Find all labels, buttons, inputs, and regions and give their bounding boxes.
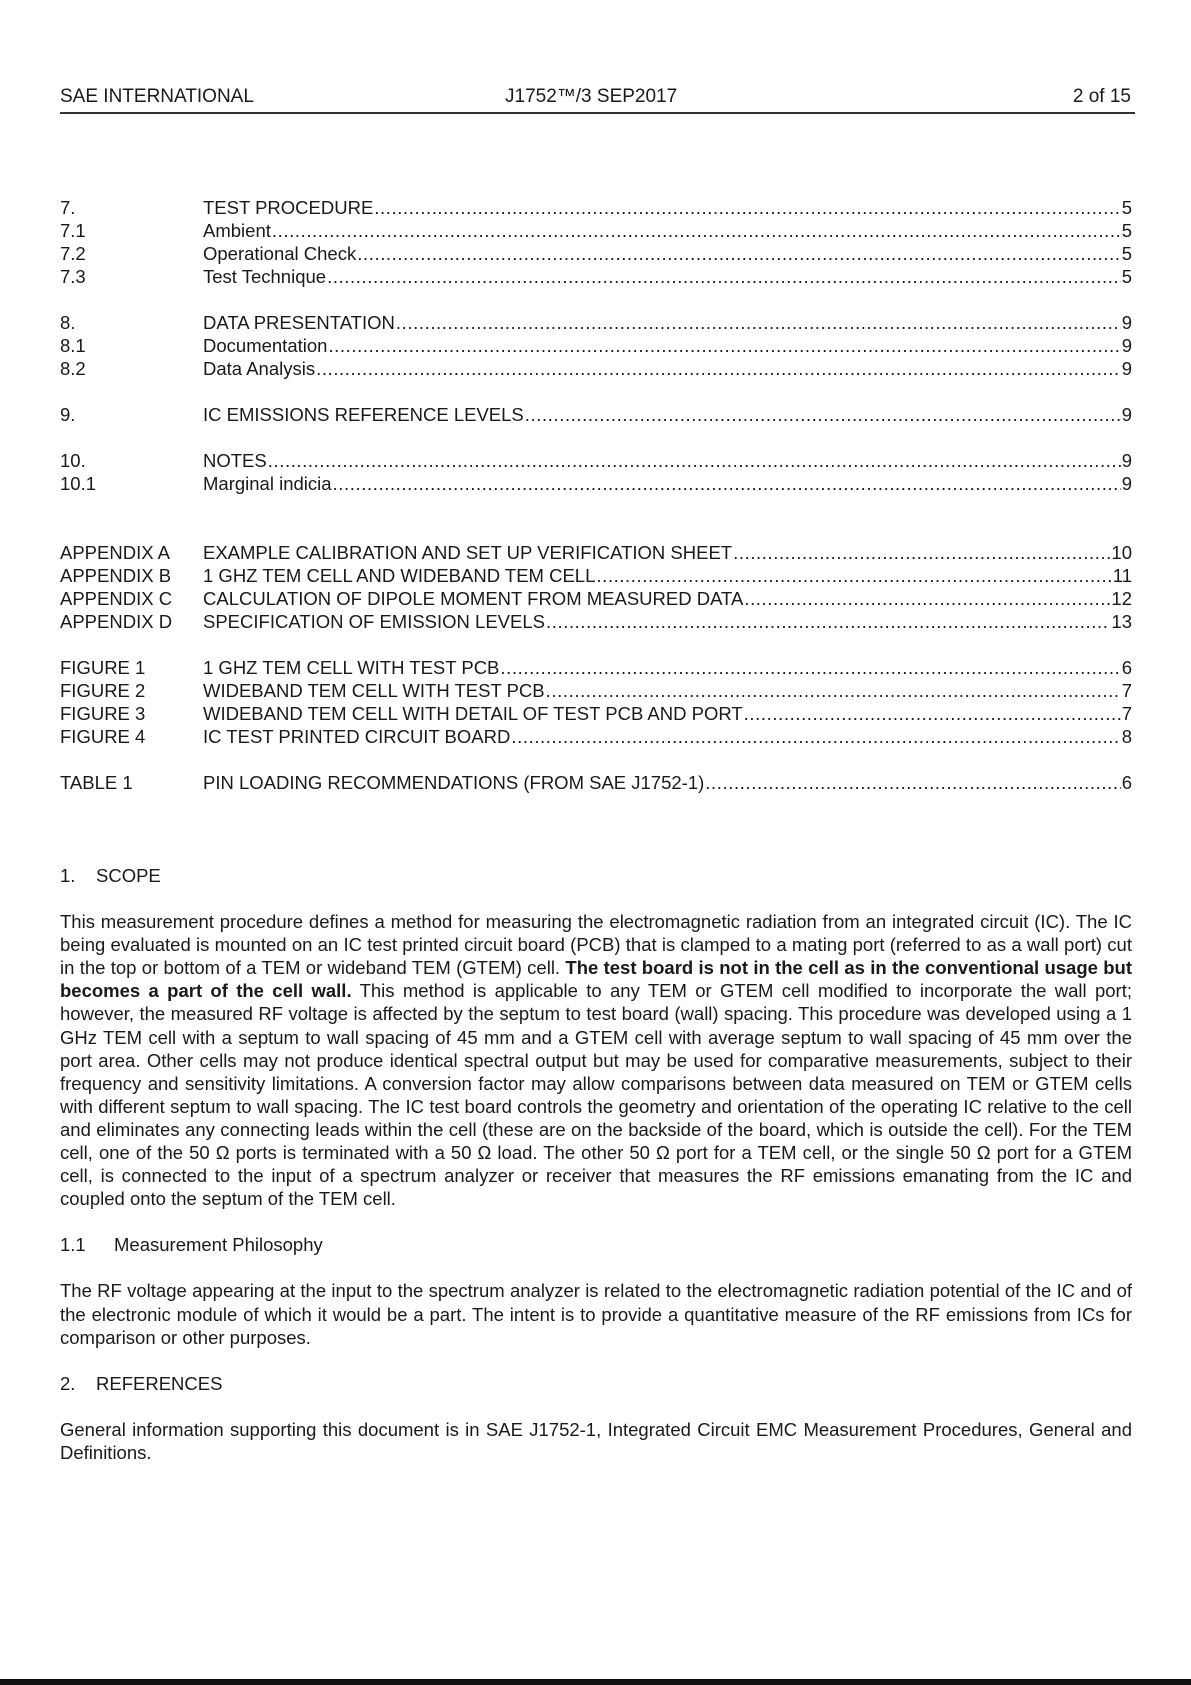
toc-entry-number: FIGURE 4	[60, 726, 146, 747]
toc-dot-leader	[511, 725, 1120, 748]
toc-entry-number: 7.1	[60, 220, 86, 241]
toc-dot-leader	[744, 587, 1110, 610]
toc-group	[60, 449, 1132, 495]
toc-entry-number: APPENDIX B	[60, 565, 172, 586]
toc-group	[60, 771, 1132, 794]
toc-entry-number: 10.1	[60, 473, 97, 494]
toc-dot-leader	[396, 311, 1121, 334]
toc-dot-leader	[546, 679, 1121, 702]
toc-entry-title: PIN LOADING RECOMMENDATIONS (FROM SAE J1752-1)	[203, 772, 705, 793]
toc-entry[interactable]	[60, 265, 1132, 288]
toc-dot-leader	[546, 610, 1110, 633]
toc-entry-title: EXAMPLE CALIBRATION AND SET UP VERIFICATION SHEET	[203, 542, 733, 563]
toc-group	[60, 403, 1132, 426]
header-page-number: 2 of 15	[1072, 86, 1131, 107]
toc-entry-title: TEST PROCEDURE	[203, 197, 374, 218]
toc-dot-leader	[268, 449, 1121, 472]
toc-entry[interactable]	[60, 656, 1132, 679]
toc-entry-title: Ambient	[203, 220, 271, 241]
toc-entry-page: 9	[1121, 312, 1132, 333]
scope-text-bold: The test board is not in the cell as in the conventional usage but becomes a part of the cell wall.	[60, 957, 1132, 1002]
toc-entry-number: TABLE 1	[60, 772, 133, 793]
toc-entry-page: 5	[1121, 243, 1132, 264]
toc-entry-page: 9	[1121, 404, 1132, 425]
toc-entry[interactable]	[60, 564, 1132, 587]
toc-entry-page: 6	[1121, 657, 1132, 678]
toc-entry-title: Documentation	[203, 335, 328, 356]
toc-entry-number: 8.1	[60, 335, 86, 356]
toc-entry-title: CALCULATION OF DIPOLE MOMENT FROM MEASURED DATA	[203, 588, 744, 609]
toc-entry-number: FIGURE 1	[60, 657, 146, 678]
toc-entry[interactable]	[60, 725, 1132, 748]
toc-entry-title: 1 GHZ TEM CELL AND WIDEBAND TEM CELL	[203, 565, 596, 586]
toc-entry[interactable]	[60, 311, 1132, 334]
toc-group	[60, 541, 1132, 633]
toc-entry[interactable]	[60, 334, 1132, 357]
toc-dot-leader	[500, 656, 1120, 679]
toc-group	[60, 196, 1132, 288]
toc-entry-page: 8	[1121, 726, 1132, 747]
toc-dot-leader	[374, 196, 1120, 219]
toc-entry[interactable]	[60, 242, 1132, 265]
toc-entry-page: 11	[1112, 565, 1132, 586]
toc-dot-leader	[328, 334, 1120, 357]
section-number: 1.1	[60, 1234, 86, 1256]
toc-dot-leader	[316, 357, 1121, 380]
toc-entry[interactable]	[60, 587, 1132, 610]
toc-entry-number: 8.2	[60, 358, 86, 379]
toc-entry-title: WIDEBAND TEM CELL WITH DETAIL OF TEST PCB AND PORT	[203, 703, 743, 724]
toc-entry-title: SPECIFICATION OF EMISSION LEVELS	[203, 611, 545, 632]
toc-entry[interactable]	[60, 472, 1132, 495]
page-header	[60, 86, 1135, 114]
scope-text-part1: This measurement procedure defines a method for measuring the electromagnetic radiation from an integrated circuit (IC). The IC being evaluated is mounted on an IC test printed circuit board (PCB) that is clamped to a mating port (referred to as a wall port) cut in the top or bottom of a TEM or wideband TEM (GTEM) cell.	[60, 911, 1132, 979]
page-bottom-edge	[0, 1679, 1191, 1685]
toc-entry-number: APPENDIX A	[60, 542, 171, 563]
toc-entry-page: 7	[1121, 680, 1132, 701]
header-doc-id: J1752™/3 SEP2017	[505, 86, 678, 107]
toc-entry-page: 9	[1121, 473, 1132, 494]
section-number: 1.	[60, 865, 76, 886]
toc-entry-page: 6	[1121, 772, 1132, 793]
section-title: REFERENCES	[96, 1372, 223, 1394]
body-text	[60, 864, 1132, 1487]
toc-entry-title: Data Analysis	[203, 358, 316, 379]
toc-entry[interactable]	[60, 219, 1132, 242]
toc-entry[interactable]	[60, 357, 1132, 380]
toc-entry-title: Operational Check	[203, 243, 357, 264]
toc-dot-leader	[357, 242, 1120, 265]
toc-dot-leader	[705, 771, 1120, 794]
toc-dot-leader	[596, 564, 1111, 587]
toc-entry[interactable]	[60, 679, 1132, 702]
toc-entry-page: 9	[1121, 450, 1132, 471]
toc-dot-leader	[525, 403, 1121, 426]
toc-entry-page: 7	[1121, 703, 1132, 724]
toc-entry-number: 7.2	[60, 243, 86, 264]
toc-entry-number: 7.	[60, 197, 76, 218]
toc-entry-page: 12	[1111, 588, 1132, 609]
toc-entry-title: IC TEST PRINTED CIRCUIT BOARD	[203, 726, 511, 747]
section-title: SCOPE	[96, 865, 161, 886]
toc-entry-number: 9.	[60, 404, 76, 425]
references-paragraph: General information supporting this document is in SAE J1752-1, Integrated Circuit EMC Measurement Procedures, General and Definitions.	[60, 1418, 1132, 1463]
toc-entry[interactable]	[60, 449, 1132, 472]
toc-entry-title: DATA PRESENTATION	[203, 312, 395, 333]
section-title: Measurement Philosophy	[114, 1234, 323, 1256]
toc-entry-number: FIGURE 2	[60, 680, 146, 701]
toc-entry[interactable]	[60, 771, 1132, 794]
toc-entry[interactable]	[60, 610, 1132, 633]
toc-entry-title: NOTES	[203, 450, 267, 471]
toc-entry-title: Marginal indicia	[203, 473, 332, 494]
toc-entry-title: 1 GHZ TEM CELL WITH TEST PCB	[203, 657, 500, 678]
toc-entry-number: 8.	[60, 312, 76, 333]
toc-entry-page: 5	[1121, 220, 1132, 241]
table-of-contents	[60, 196, 1132, 817]
scope-paragraph	[60, 910, 1132, 1210]
toc-entry[interactable]	[60, 702, 1132, 725]
toc-dot-leader	[327, 265, 1121, 288]
toc-dot-leader	[733, 541, 1110, 564]
toc-entry[interactable]	[60, 403, 1132, 426]
philosophy-paragraph: The RF voltage appearing at the input to the spectrum analyzer is related to the electromagnetic radiation potential of the IC and of the electronic module of which it would be a part. The intent is to provide a quantitative measure of the RF emissions from ICs for comparison or other purposes.	[60, 1280, 1132, 1348]
toc-entry-title: Test Technique	[203, 266, 327, 287]
toc-entry-number: 10.	[60, 450, 86, 471]
toc-group	[60, 311, 1132, 380]
header-org: SAE INTERNATIONAL	[60, 86, 254, 107]
toc-entry-number: APPENDIX D	[60, 611, 173, 632]
toc-entry-page: 9	[1121, 358, 1132, 379]
toc-entry-page: 5	[1121, 197, 1132, 218]
toc-dot-leader	[744, 702, 1121, 725]
toc-entry-page: 9	[1121, 335, 1132, 356]
toc-entry-title: WIDEBAND TEM CELL WITH TEST PCB	[203, 680, 545, 701]
toc-entry-page: 10	[1111, 542, 1132, 563]
section-heading-philosophy	[60, 1233, 1132, 1256]
toc-entry-title: IC EMISSIONS REFERENCE LEVELS	[203, 404, 524, 425]
toc-entry[interactable]	[60, 541, 1132, 564]
toc-entry-number: 7.3	[60, 266, 86, 287]
scope-text-part2: This method is applicable to any TEM or GTEM cell modified to incorporate the wall port; however, the measured RF voltage is affected by the septum to test board (wall) spacing. This procedure was developed using a 1 GHz TEM cell with a septum to wall spacing of 45 mm and a GTEM cell with average septum to wall spacing of 45 mm over the port area. Other cells may not produce identical spectral output but may be used for comparative measurements, subject to their frequency and sensitivity limitations. A conversion factor may allow comparisons between data measured on TEM or GTEM cells with different septum to wall spacing. The IC test board controls the geometry and orientation of the operating IC relative to the cell and eliminates any connecting leads within the cell (these are on the backside of the board, which is outside the cell). For the TEM cell, one of the 50 Ω ports is terminated with a 50 Ω load. The other 50 Ω port for a TEM cell, or the single 50 Ω port for a GTEM cell, is connected to the input of a spectrum analyzer or receiver that measures the RF emissions emanating from the IC and coupled onto the septum of the TEM cell.	[60, 980, 1132, 1210]
toc-group	[60, 656, 1132, 748]
toc-dot-leader	[272, 219, 1121, 242]
toc-entry-page: 13	[1111, 611, 1132, 632]
toc-entry[interactable]	[60, 196, 1132, 219]
toc-entry-number: FIGURE 3	[60, 703, 146, 724]
toc-entry-page: 5	[1121, 266, 1132, 287]
toc-dot-leader	[333, 472, 1121, 495]
section-heading-references	[60, 1372, 1132, 1395]
section-number: 2.	[60, 1372, 76, 1394]
section-heading-scope	[60, 864, 1132, 887]
toc-entry-number: APPENDIX C	[60, 588, 173, 609]
